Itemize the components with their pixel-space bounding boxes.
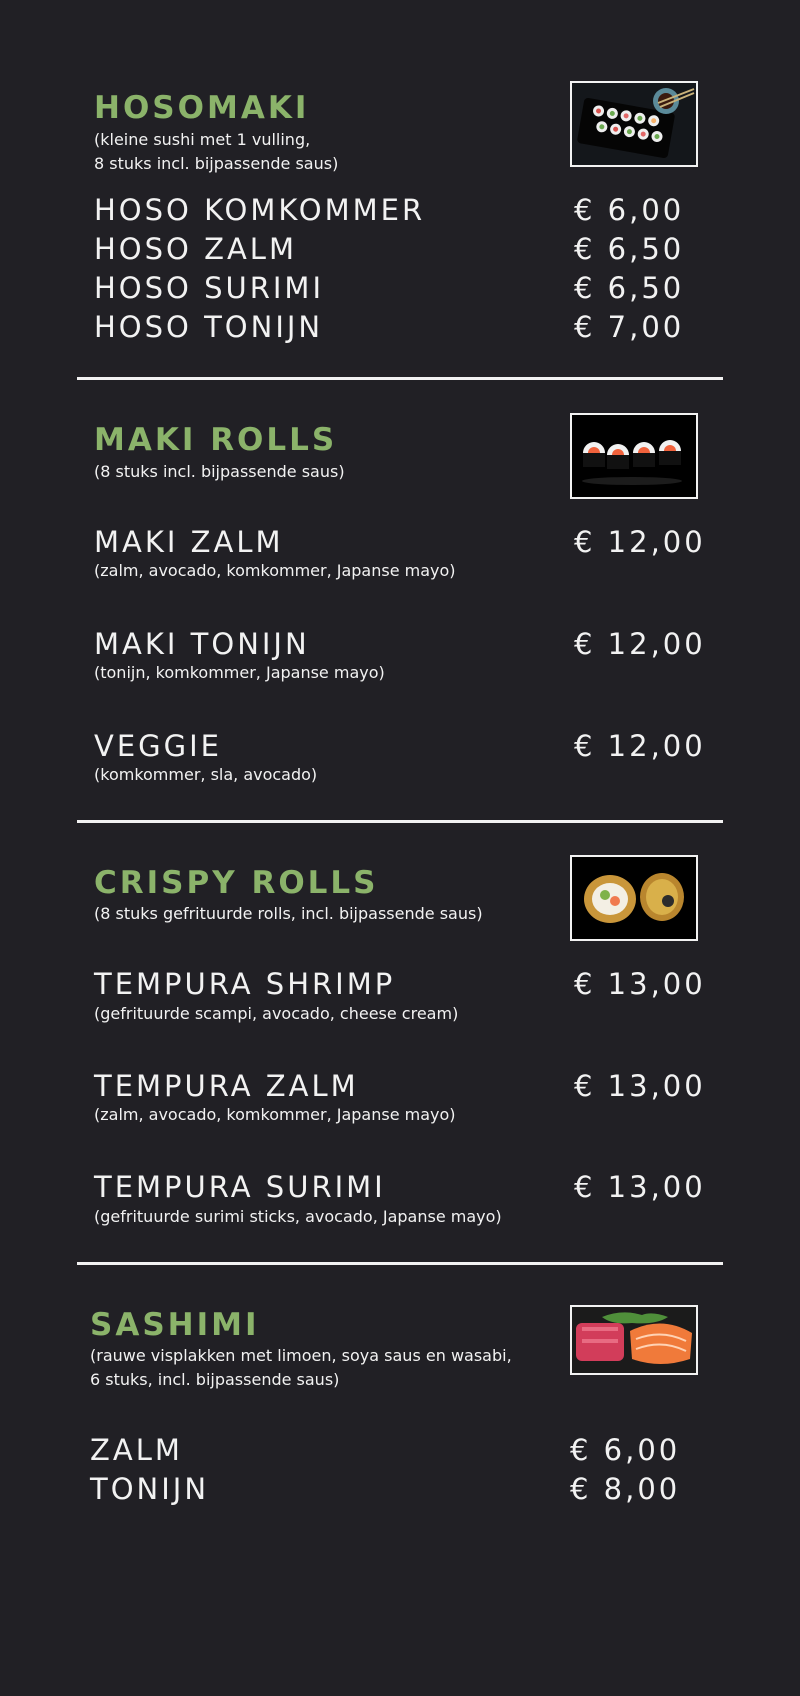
menu-item-name: TEMPURA ZALM <box>94 1069 359 1103</box>
menu-item-price: € 13,00 <box>574 1170 706 1204</box>
menu-item-name: HOSO SURIMI <box>94 271 324 305</box>
section-note-line: (rauwe visplakken met limoen, soya saus en wasabi, <box>90 1346 512 1365</box>
menu-item-description: (gefrituurde surimi sticks, avocado, Japanse mayo) <box>94 1207 502 1226</box>
section-title: MAKI ROLLS <box>94 422 338 458</box>
menu-item-description: (zalm, avocado, komkommer, Japanse mayo) <box>94 1105 456 1124</box>
sashimi-photo <box>570 1305 698 1375</box>
menu-item-price: € 6,00 <box>574 193 685 227</box>
menu-item-price: € 12,00 <box>574 627 706 661</box>
menu-item-price: € 13,00 <box>574 1069 706 1103</box>
menu-item-description: (gefrituurde scampi, avocado, cheese cream) <box>94 1004 459 1023</box>
menu-item-name: HOSO KOMKOMMER <box>94 193 426 227</box>
maki-rolls-photo <box>570 413 698 499</box>
section-title: SASHIMI <box>90 1307 260 1343</box>
section-divider <box>77 1262 723 1265</box>
section-note-line: (kleine sushi met 1 vulling, <box>94 130 311 149</box>
section-note-line: 8 stuks incl. bijpassende saus) <box>94 154 339 173</box>
menu-item-name: HOSO ZALM <box>94 232 297 266</box>
section-note-line: (8 stuks gefrituurde rolls, incl. bijpassende saus) <box>94 904 483 923</box>
section-note <box>94 902 483 926</box>
section-divider <box>77 820 723 823</box>
sushi-tray-photo <box>570 81 698 167</box>
menu-item-description: (zalm, avocado, komkommer, Japanse mayo) <box>94 561 456 580</box>
section-note <box>94 460 345 484</box>
menu-item-name: MAKI ZALM <box>94 525 284 559</box>
menu-item-price: € 6,50 <box>574 232 685 266</box>
section-note <box>90 1344 512 1392</box>
menu-item-name: MAKI TONIJN <box>94 627 310 661</box>
menu-item-price: € 6,00 <box>570 1433 681 1467</box>
section-note <box>94 128 338 176</box>
section-title: CRISPY ROLLS <box>94 865 379 901</box>
menu-item-name: TONIJN <box>90 1472 210 1506</box>
section-title: HOSOMAKI <box>94 90 310 126</box>
section-note-line: (8 stuks incl. bijpassende saus) <box>94 462 345 481</box>
menu-item-price: € 7,00 <box>574 310 685 344</box>
menu-item-description: (komkommer, sla, avocado) <box>94 765 318 784</box>
menu-item-price: € 8,00 <box>570 1472 681 1506</box>
menu-item-name: HOSO TONIJN <box>94 310 324 344</box>
crispy-rolls-photo <box>570 855 698 941</box>
section-note-line: 6 stuks, incl. bijpassende saus) <box>90 1370 340 1389</box>
menu-item-name: TEMPURA SHRIMP <box>94 967 396 1001</box>
menu-item-description: (tonijn, komkommer, Japanse mayo) <box>94 663 385 682</box>
menu-item-price: € 12,00 <box>574 729 706 763</box>
menu-item-price: € 13,00 <box>574 967 706 1001</box>
menu-item-name: TEMPURA SURIMI <box>94 1170 386 1204</box>
menu-item-name: VEGGIE <box>94 729 222 763</box>
menu-item-price: € 6,50 <box>574 271 685 305</box>
menu-item-price: € 12,00 <box>574 525 706 559</box>
menu-item-name: ZALM <box>90 1433 183 1467</box>
section-divider <box>77 377 723 380</box>
